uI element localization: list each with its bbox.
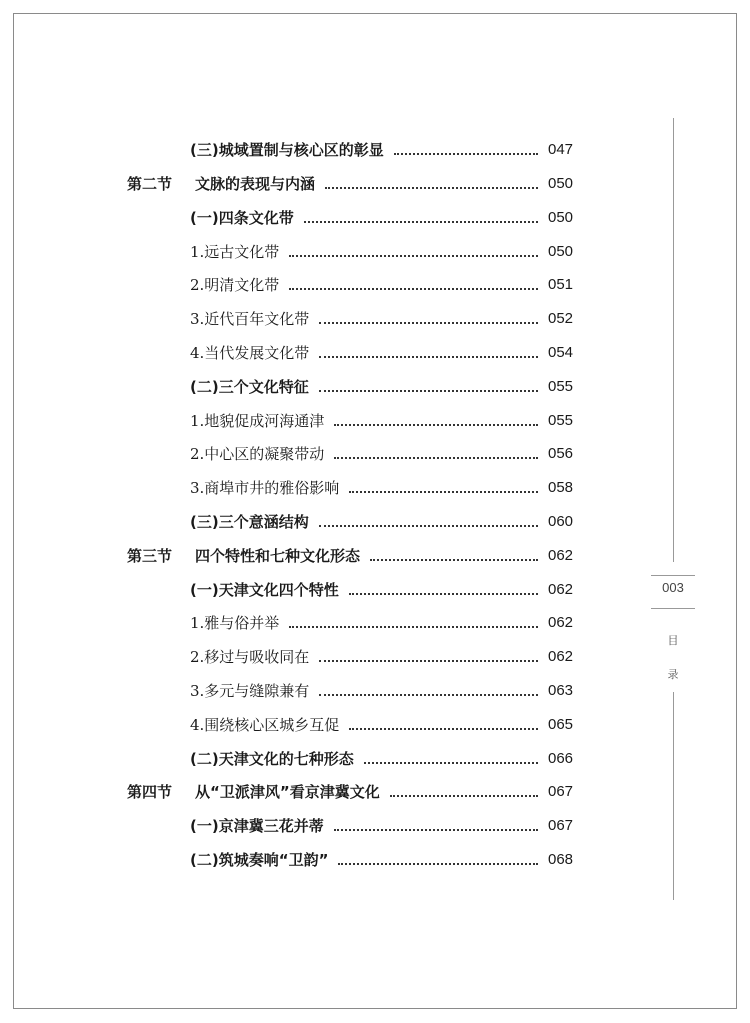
toc-entry[interactable] bbox=[190, 441, 572, 465]
page-number: 003 bbox=[662, 580, 684, 595]
leader-dots bbox=[338, 862, 538, 865]
leader-dots bbox=[334, 828, 538, 831]
toc-entry[interactable] bbox=[190, 712, 572, 736]
leader-dots bbox=[349, 592, 538, 595]
toc-entry[interactable] bbox=[190, 239, 572, 263]
toc-entry-page: 066 bbox=[548, 749, 574, 767]
toc-entry-page: 055 bbox=[548, 411, 574, 429]
toc-entry-page: 056 bbox=[548, 444, 574, 462]
toc-entry[interactable] bbox=[190, 340, 572, 364]
leader-dots bbox=[349, 727, 538, 730]
toc-entry[interactable] bbox=[190, 678, 572, 702]
toc-entry[interactable] bbox=[190, 610, 572, 634]
toc-entry[interactable] bbox=[190, 847, 572, 871]
toc-entry-page: 050 bbox=[548, 242, 574, 260]
toc-entry[interactable] bbox=[190, 577, 572, 601]
toc-entry-label: (三)城域置制与核心区的彰显 bbox=[190, 140, 384, 159]
toc-entry-label: (二)三个文化特征 bbox=[190, 377, 309, 396]
leader-dots bbox=[334, 456, 538, 459]
toc-entry[interactable] bbox=[190, 272, 572, 296]
margin-rule-bottom bbox=[673, 692, 674, 900]
toc-entry-label: (一)天津文化四个特性 bbox=[190, 580, 339, 599]
leader-dots bbox=[319, 524, 538, 527]
toc-entry[interactable] bbox=[190, 509, 572, 533]
toc-entry-label: 3.近代百年文化带 bbox=[190, 309, 310, 328]
margin-rule-top bbox=[673, 118, 674, 562]
toc-entry[interactable] bbox=[190, 306, 572, 330]
toc-entry-label: 4.当代发展文化带 bbox=[190, 343, 310, 362]
toc-entry-page: 063 bbox=[548, 681, 574, 699]
toc-entry-label: 2.移过与吸收同在 bbox=[190, 647, 310, 666]
page-number-rule-bottom bbox=[651, 608, 695, 609]
leader-dots bbox=[319, 321, 538, 324]
toc-entry-page: 055 bbox=[548, 377, 574, 395]
toc-entry-page: 068 bbox=[548, 850, 574, 868]
toc-entry[interactable] bbox=[190, 475, 572, 499]
leader-dots bbox=[319, 693, 538, 696]
toc-entry[interactable] bbox=[190, 408, 572, 432]
toc-entry-label: (二)天津文化的七种形态 bbox=[190, 749, 354, 768]
leader-dots bbox=[319, 659, 538, 662]
toc-entry-page: 050 bbox=[548, 174, 574, 192]
leader-dots bbox=[289, 625, 538, 628]
toc-entry-label: 2.中心区的凝聚带动 bbox=[190, 444, 325, 463]
toc-entry-page: 067 bbox=[548, 782, 574, 800]
leader-dots bbox=[364, 761, 538, 764]
toc-entry-label: 2.明清文化带 bbox=[190, 275, 280, 294]
toc-entry-page: 054 bbox=[548, 343, 574, 361]
toc-entry-label: 1.地貌促成河海通津 bbox=[190, 411, 325, 430]
toc-entry-page: 062 bbox=[548, 647, 574, 665]
toc-entry-label: (一)京津冀三花并蒂 bbox=[190, 816, 324, 835]
toc-section-entry[interactable] bbox=[127, 543, 572, 567]
leader-dots bbox=[319, 355, 538, 358]
leader-dots bbox=[325, 186, 538, 189]
toc-entry-page: 052 bbox=[548, 309, 574, 327]
toc-section-entry[interactable] bbox=[127, 779, 572, 803]
leader-dots bbox=[304, 220, 538, 223]
section-number: 第二节 bbox=[127, 174, 173, 193]
toc-entry-page: 065 bbox=[548, 715, 574, 733]
toc-entry[interactable] bbox=[190, 205, 572, 229]
leader-dots bbox=[370, 558, 538, 561]
toc-entry-label: 3.商埠市井的雅俗影响 bbox=[190, 478, 340, 497]
toc-entry-label: 四个特性和七种文化形态 bbox=[195, 546, 361, 565]
toc-entry[interactable] bbox=[190, 644, 572, 668]
leader-dots bbox=[319, 389, 538, 392]
toc-entry-label: (一)四条文化带 bbox=[190, 208, 294, 227]
toc-section-entry[interactable] bbox=[127, 171, 572, 195]
toc-entry[interactable] bbox=[190, 746, 572, 770]
leader-dots bbox=[394, 152, 538, 155]
toc-entry-label: 4.围绕核心区城乡互促 bbox=[190, 715, 340, 734]
running-head bbox=[651, 624, 695, 692]
toc-entry-page: 050 bbox=[548, 208, 574, 226]
toc-entry-label: 1.雅与俗并举 bbox=[190, 613, 280, 632]
toc-entry-label: 1.远古文化带 bbox=[190, 242, 280, 261]
toc-entry-page: 047 bbox=[548, 140, 574, 158]
section-number: 第四节 bbox=[127, 782, 173, 801]
leader-dots bbox=[390, 794, 538, 797]
toc-entry[interactable] bbox=[190, 813, 572, 837]
toc-entry-page: 062 bbox=[548, 613, 574, 631]
toc-entry-page: 058 bbox=[548, 478, 574, 496]
page-number-rule-top bbox=[651, 575, 695, 576]
leader-dots bbox=[349, 490, 538, 493]
toc-entry-label: (二)筑城奏响“卫韵” bbox=[190, 850, 329, 869]
toc-entry-label: 3.多元与缝隙兼有 bbox=[190, 681, 310, 700]
leader-dots bbox=[289, 287, 538, 290]
toc-entry-page: 062 bbox=[548, 580, 574, 598]
toc-entry-page: 051 bbox=[548, 275, 574, 293]
leader-dots bbox=[334, 423, 538, 426]
toc-entry-page: 060 bbox=[548, 512, 574, 530]
toc-entry-label: 从“卫派津风”看京津冀文化 bbox=[195, 782, 380, 801]
toc-entry-page: 062 bbox=[548, 546, 574, 564]
running-head-char: 目 bbox=[667, 634, 679, 647]
toc-entry[interactable] bbox=[190, 374, 572, 398]
toc-entry-page: 067 bbox=[548, 816, 574, 834]
toc-entry[interactable] bbox=[190, 137, 572, 161]
toc-entry-label: 文脉的表现与内涵 bbox=[195, 174, 316, 193]
running-head-char: 录 bbox=[667, 668, 679, 681]
toc-entry-label: (三)三个意涵结构 bbox=[190, 512, 309, 531]
section-number: 第三节 bbox=[127, 546, 173, 565]
leader-dots bbox=[289, 254, 538, 257]
